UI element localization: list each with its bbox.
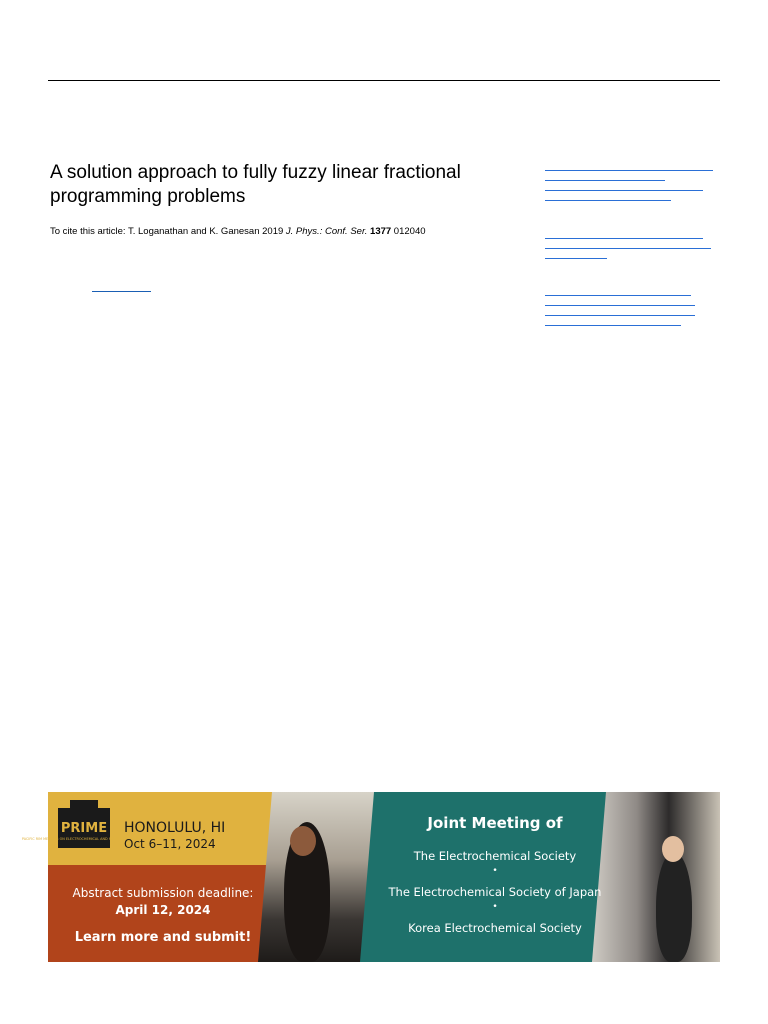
prime-logo-icon xyxy=(21,798,147,854)
joint-meeting-title: Joint Meeting of xyxy=(427,814,563,832)
banner-city: HONOLULU, HI xyxy=(124,820,226,836)
bullet-separator: • xyxy=(492,866,498,876)
related-line xyxy=(545,315,695,316)
svg-text:PRIME: PRIME xyxy=(60,821,108,836)
society-name: Korea Electrochemical Society xyxy=(408,921,582,935)
banner-person-head xyxy=(290,826,316,856)
related-line xyxy=(545,248,711,249)
society-name: The Electrochemical Society xyxy=(413,849,577,863)
article-title: A solution approach to fully fuzzy linear fractional programming problems xyxy=(50,162,461,207)
related-line xyxy=(545,295,691,296)
view-online-link[interactable] xyxy=(92,291,151,292)
related-line xyxy=(545,325,681,326)
related-line xyxy=(545,258,607,259)
abstract-deadline-label: Abstract submission deadline: xyxy=(72,886,254,900)
related-line xyxy=(545,180,665,181)
header-rule xyxy=(48,80,720,81)
society-name: The Electrochemical Society of Japan xyxy=(388,885,602,899)
advertisement-banner[interactable] xyxy=(21,792,720,962)
banner-person-head xyxy=(662,836,684,862)
prime-logo xyxy=(21,798,147,854)
related-line xyxy=(545,190,703,191)
abstract-deadline-date: April 12, 2024 xyxy=(115,903,211,917)
citation-volume: 1377 xyxy=(370,226,392,237)
bullet-separator: • xyxy=(492,902,498,912)
related-line xyxy=(545,200,671,201)
related-article-2[interactable] xyxy=(545,238,717,268)
related-article-3[interactable] xyxy=(545,295,717,335)
citation-line xyxy=(50,226,426,238)
citation-journal: J. Phys.: Conf. Ser. xyxy=(285,226,368,237)
related-line xyxy=(545,170,713,171)
banner-person xyxy=(656,852,692,962)
citation-article-number: 012040 xyxy=(391,226,426,237)
related-line xyxy=(545,305,695,306)
learn-more-link[interactable]: Learn more and submit! xyxy=(74,930,252,945)
related-article-1[interactable] xyxy=(545,170,717,210)
svg-text:PACIFIC RIM MEETING ON ELECTRO: PACIFIC RIM MEETING ON ELECTROCHEMICAL AND SOLID STATE SCIENCE xyxy=(21,837,147,841)
related-line xyxy=(545,238,703,239)
banner-dates: Oct 6–11, 2024 xyxy=(124,837,216,851)
citation-prefix: To cite this article: T. Loganathan and K. Ganesan 2019 xyxy=(50,226,286,237)
